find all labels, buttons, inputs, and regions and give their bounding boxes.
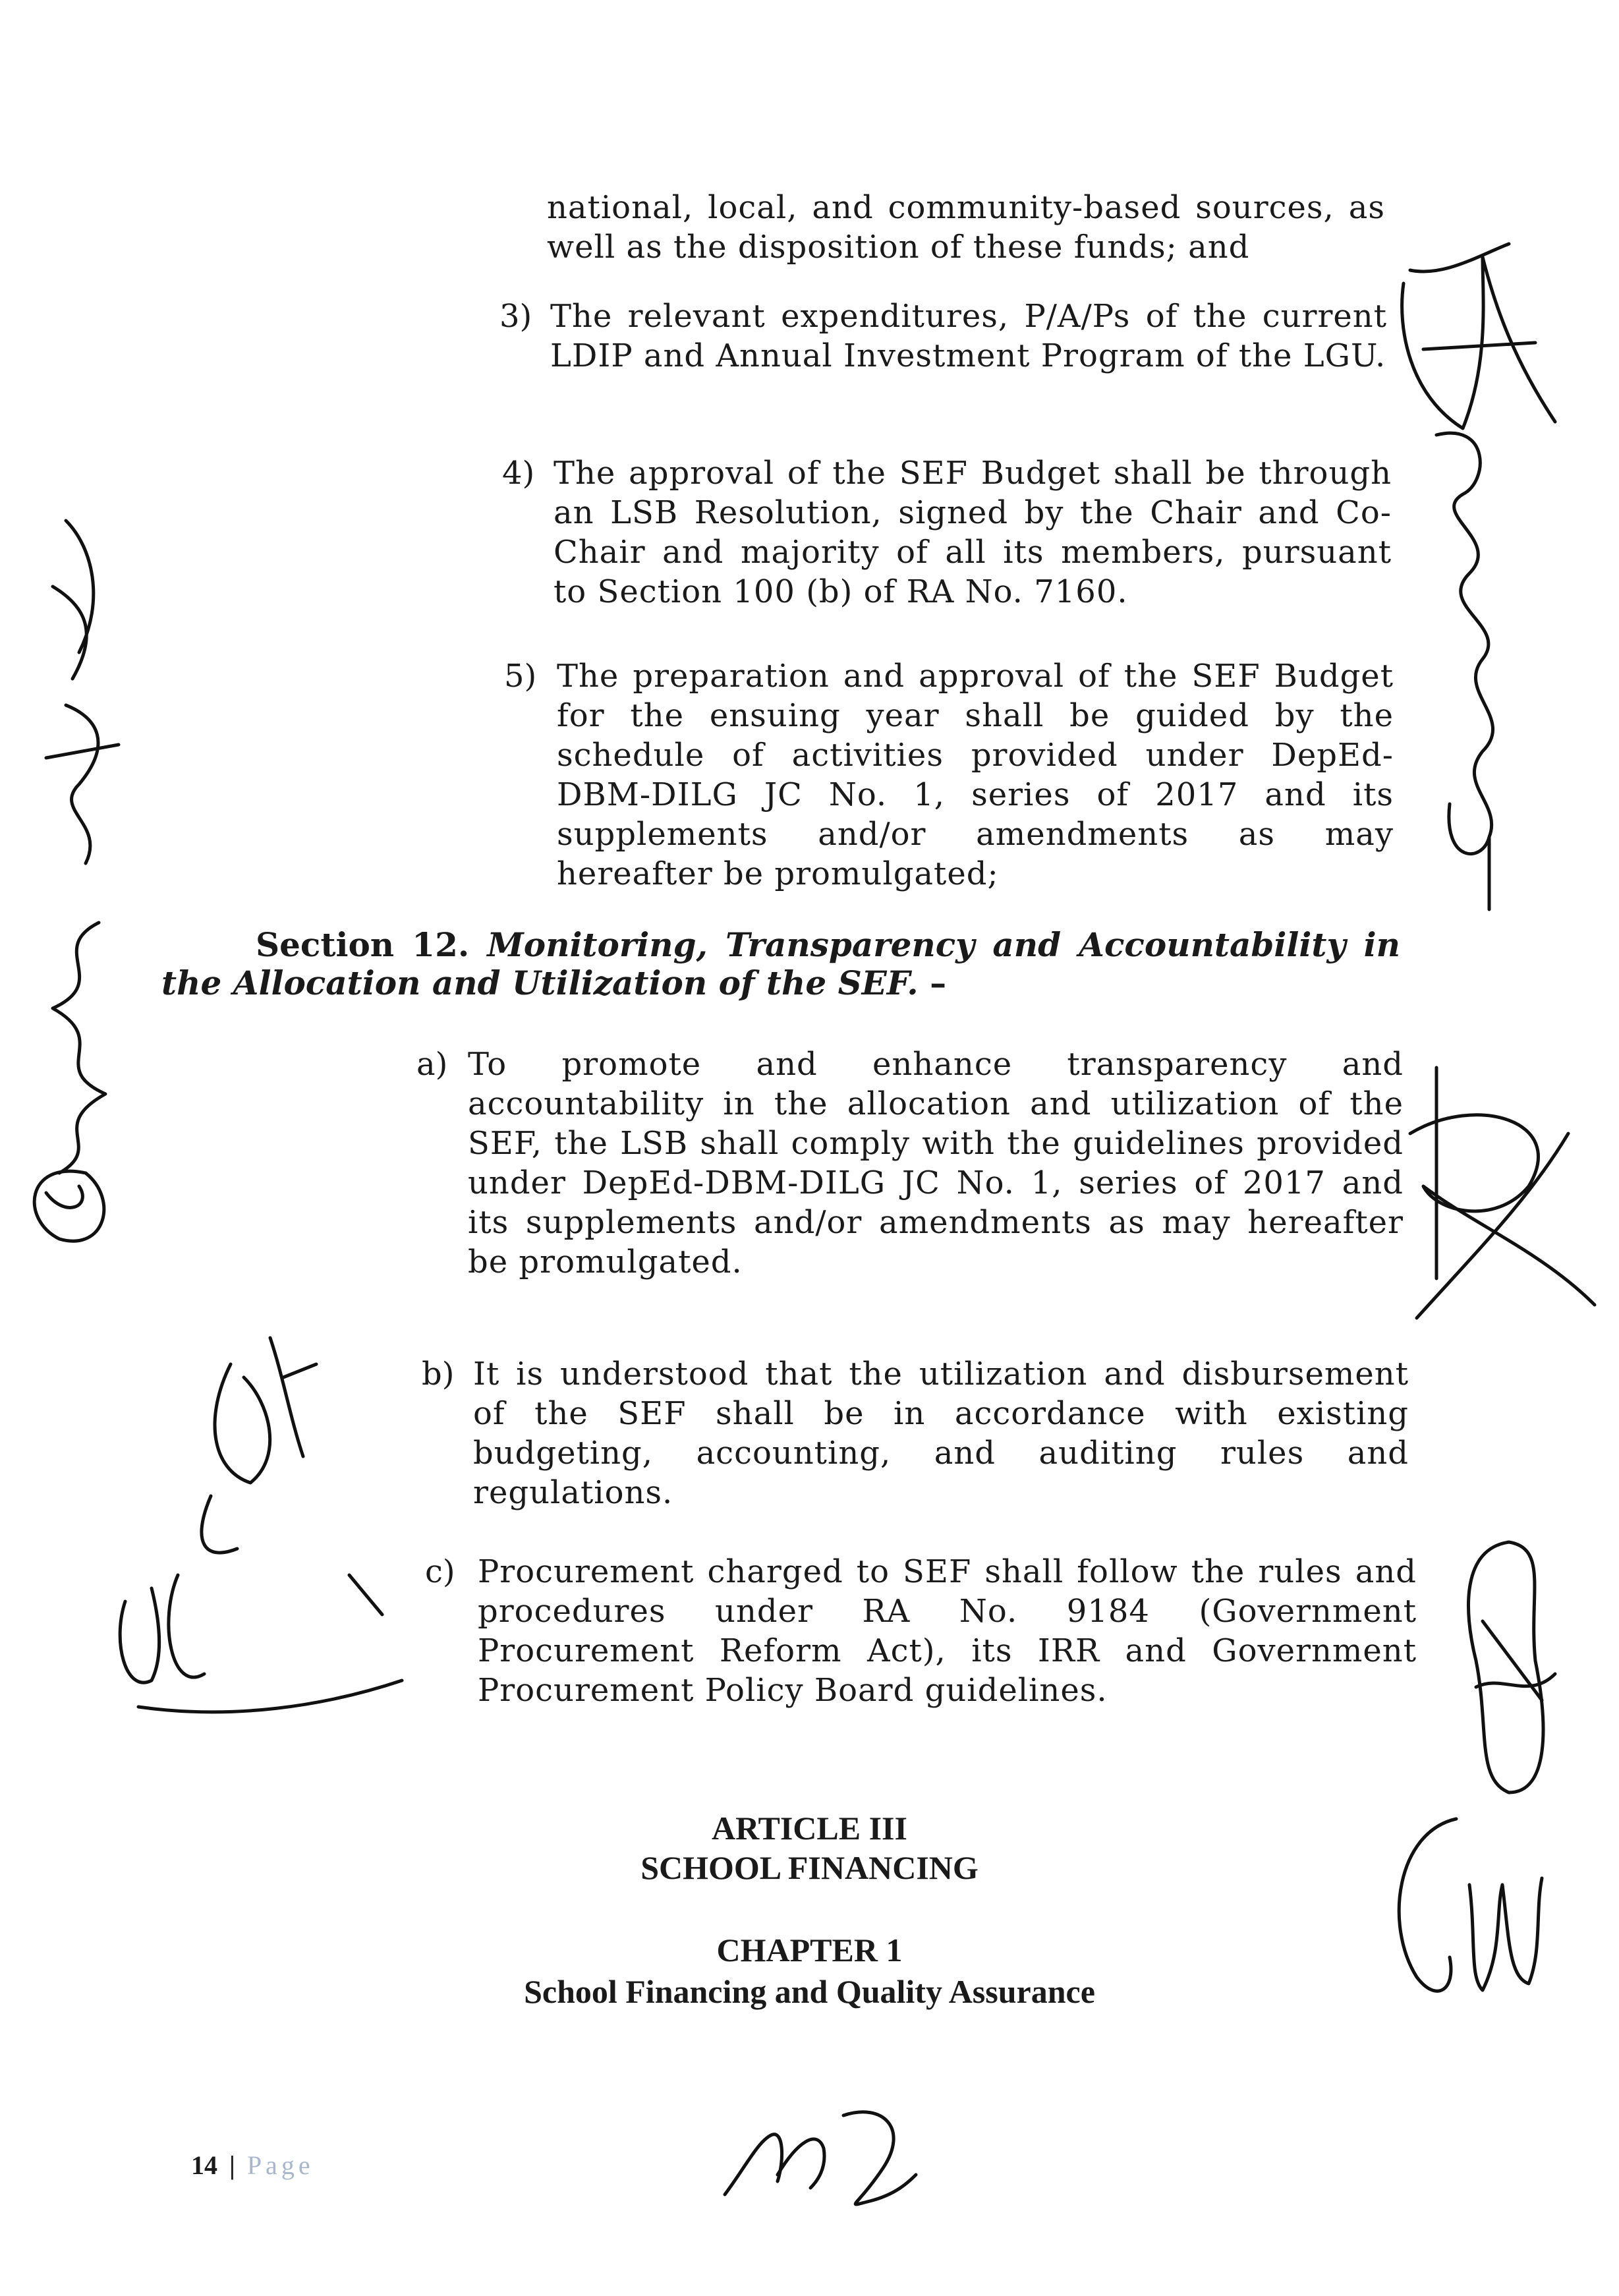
- article-number: ARTICLE III: [712, 1810, 907, 1847]
- page-separator: |: [229, 2150, 235, 2180]
- signature-left-bottom: [86, 1325, 415, 1733]
- list-number-3: 3): [499, 298, 532, 335]
- article-title: SCHOOL FINANCING: [640, 1849, 979, 1886]
- page-label: Page: [246, 2150, 314, 2180]
- section-dash: –: [930, 963, 947, 1002]
- signature-right-lower: [1436, 1529, 1581, 1806]
- page-number: 14: [191, 2150, 217, 2180]
- continuation-text: national, local, and community-based sources, as well as the disposition of these funds; and: [547, 189, 1385, 266]
- list-item-5: The preparation and approval of the SEF Budget for the ensuing year shall be guided by the schedule of activities provided under DepEd-DBM-DILG JC No. 1, series of 2017 and its supplements and/or amendments as may hereafter be promulgated;: [557, 658, 1394, 892]
- list-number-5: 5): [504, 658, 537, 695]
- section-heading: [161, 926, 1400, 1002]
- sub-item-c: Procurement charged to SEF shall follow the rules and procedures under RA No. 9184 (Government Procurement Reform Act), its IRR and Government Procurement Policy Board guidelines.: [478, 1553, 1417, 1709]
- list-item-4: The approval of the SEF Budget shall be through an LSB Resolution, signed by the Chair and Co-Chair and majority of all its members, pursuant to Section 100 (b) of RA No. 7160.: [554, 455, 1392, 610]
- sub-item-label-b: b): [422, 1356, 455, 1392]
- signature-left-top: [26, 507, 145, 876]
- sub-item-b: It is understood that the utilization and disbursement of the SEF shall be in accordance with existing budgeting, accounting, and auditing rules and regulations.: [473, 1356, 1409, 1511]
- page-footer: [191, 2150, 314, 2181]
- chapter-title: School Financing and Quality Assurance: [524, 1973, 1095, 2010]
- signature-bottom-initials: [712, 2076, 923, 2221]
- list-item-3: The relevant expenditures, P/A/Ps of the current LDIP and Annual Investment Program of the LGU.: [550, 298, 1387, 374]
- sub-item-label-c: c): [425, 1553, 455, 1590]
- list-number-4: 4): [502, 455, 535, 492]
- sub-item-label-a: a): [416, 1046, 448, 1083]
- signature-right-bottom: [1371, 1806, 1568, 2023]
- chapter-number: CHAPTER 1: [716, 1932, 903, 1968]
- signature-right-loops: [1417, 409, 1562, 909]
- signature-left-middle: [7, 909, 138, 1265]
- signature-right-middle: [1397, 1054, 1608, 1331]
- section-title: Monitoring, Transparency and Accountability in the Allocation and Utilization of the SEF.: [161, 925, 1400, 1002]
- sub-item-a: To promote and enhance transparency and accountability in the allocation and utilization of the SEF, the LSB shall comply with the guidelines provided under DepEd-DBM-DILG JC No. 1, series of 2017 and its supplements and/or amendments as may hereafter be promulgated.: [468, 1046, 1404, 1280]
- section-label: Section 12.: [256, 925, 470, 964]
